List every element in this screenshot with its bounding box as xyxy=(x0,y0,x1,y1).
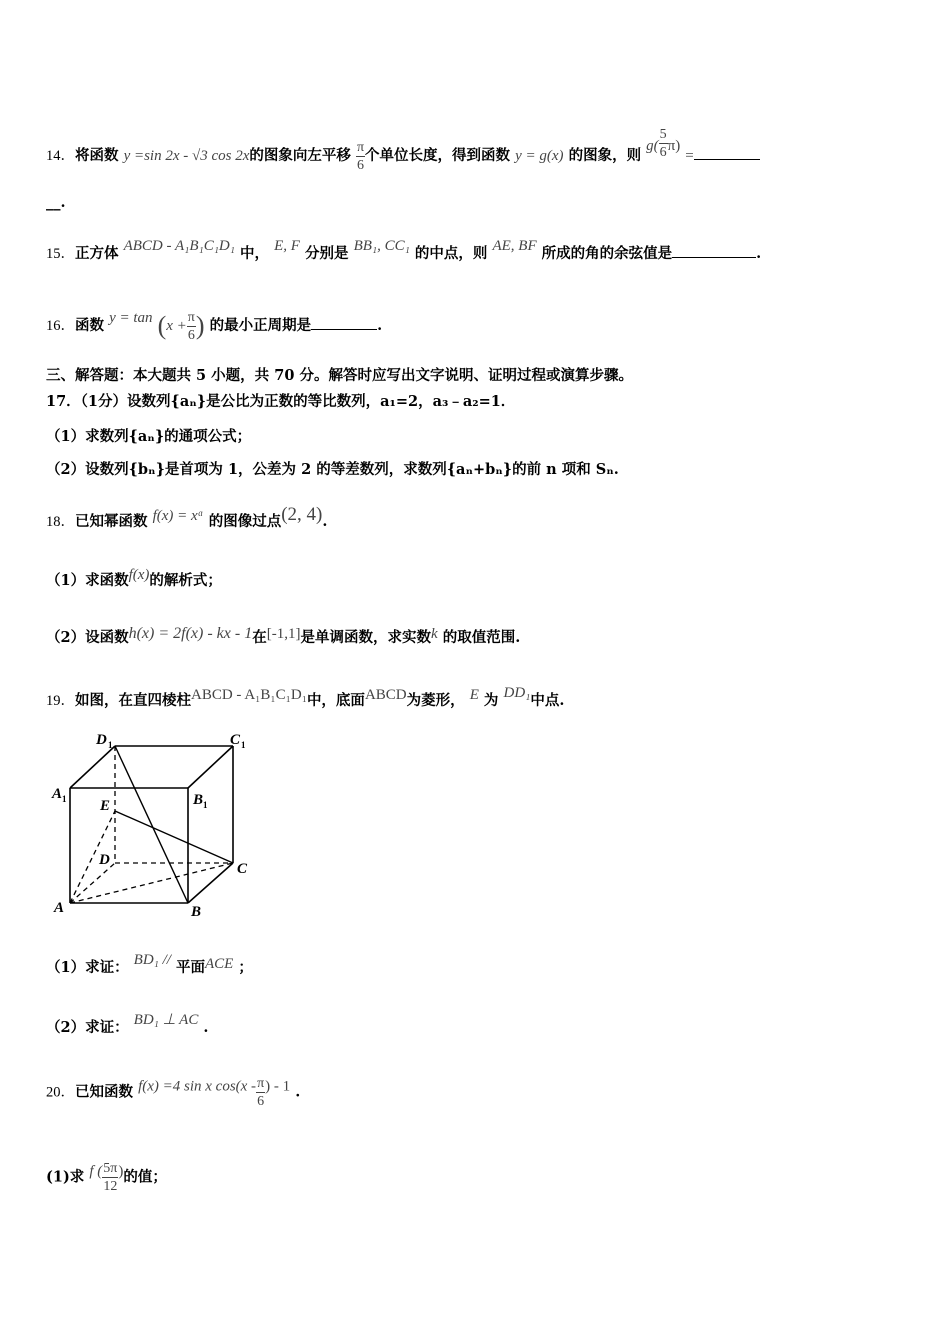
q14-text: 的图象向左平移 xyxy=(249,147,351,164)
label-c: C xyxy=(237,861,248,877)
q20-text: 已知函数 xyxy=(75,1083,133,1101)
q20-part1-fraction xyxy=(102,1160,118,1195)
question-number: 15． xyxy=(46,246,75,262)
q19-text: 为菱形， xyxy=(406,692,465,709)
q20-text: (1)求 xyxy=(46,1168,85,1186)
q19-perpendicular-expr: BD₁ ⊥ AC xyxy=(133,1012,199,1028)
q19-text: 中点. xyxy=(530,692,565,709)
question-20-part1 xyxy=(46,1160,167,1195)
q15-lines-expr: AE, BF xyxy=(492,238,537,254)
q16-text: 函数 xyxy=(75,317,104,334)
q19-base-expr: ABCD xyxy=(364,687,407,703)
label-c1: C xyxy=(230,732,241,748)
q15-edges-expr: BB₁, CC₁ xyxy=(353,238,410,254)
q19-parallel-expr: BD₁ // xyxy=(133,952,171,968)
label-sub: 1 xyxy=(62,794,67,804)
q16-text: 的最小正周期是 xyxy=(209,317,312,334)
question-19-part2 xyxy=(46,1010,208,1038)
label-sub: 1 xyxy=(241,740,246,750)
q16-fraction xyxy=(187,309,196,344)
question-number: 20． xyxy=(46,1084,75,1101)
frac-numerator: π xyxy=(257,1076,265,1091)
q20-fraction xyxy=(256,1075,265,1110)
right-paren: ) xyxy=(195,311,205,340)
q18-text: （2）设函数 xyxy=(46,629,129,646)
q19-text: 平面 xyxy=(176,959,206,976)
q14-text: 的图象，则 xyxy=(568,147,642,164)
q15-text: 所成的角的余弦值是 xyxy=(541,245,673,262)
frac-numerator: 5π xyxy=(103,1161,118,1176)
period: . xyxy=(295,1083,301,1101)
q19-plane-expr: ACE xyxy=(205,956,234,972)
question-18 xyxy=(46,505,327,532)
q15-text: 分别是 xyxy=(305,245,349,262)
q18-text: 的解析式； xyxy=(149,572,222,589)
label-sub: 1 xyxy=(108,740,113,750)
q20-function-suffix: ) - 1 xyxy=(265,1078,291,1095)
label-e: E xyxy=(100,798,111,814)
label-b1: B xyxy=(193,792,204,808)
question-number: 16． xyxy=(46,318,75,334)
q14-continuation: __. xyxy=(46,194,66,211)
frac-denominator: 6 xyxy=(187,327,195,343)
left-paren: ( xyxy=(157,311,167,340)
q14-g-fraction xyxy=(659,126,668,161)
question-18-part2 xyxy=(46,624,520,648)
q14-shift-fraction xyxy=(356,139,365,174)
segment-a-c xyxy=(70,863,233,903)
question-14 xyxy=(46,126,760,174)
q19-text: （1）求证： xyxy=(46,959,129,976)
q18-text: 的图像过点 xyxy=(208,513,282,530)
right-paren: ) xyxy=(118,1163,124,1180)
q19-prism-expr: ABCD - A₁B₁C₁D₁ xyxy=(191,687,307,703)
question-16 xyxy=(46,308,382,344)
q18-k: k xyxy=(430,626,438,642)
q19-edge-expr: DD₁ xyxy=(503,685,531,701)
label-a1: A xyxy=(52,786,63,802)
question-15 xyxy=(46,236,761,264)
question-19 xyxy=(46,683,564,711)
q18-interval: [-1,1] xyxy=(266,626,301,642)
question-18-part1 xyxy=(46,565,222,591)
q18-text: 是单调函数，求实数 xyxy=(300,629,431,646)
q18-text: （1）求函数 xyxy=(46,572,129,589)
q19-text: （2）求证： xyxy=(46,1019,129,1036)
q15-cube-expr: ABCD - A₁B₁C₁D₁ xyxy=(123,238,235,254)
section-3-heading: 三、解答题：本大题共 5 小题，共 70 分。解答时应写出文字说明、证明过程或演算步骤。 xyxy=(46,367,633,384)
question-number: 19． xyxy=(46,693,75,709)
frac-denominator: 12 xyxy=(103,1179,118,1194)
period: . xyxy=(377,317,383,334)
q16-inner-expr: x + xyxy=(166,318,187,334)
q14-function-expr: y =sin 2x - √3 cos 2x xyxy=(123,148,250,164)
q20-f-prefix: f ( xyxy=(89,1163,103,1180)
question-17-part1: （1）求数列{aₙ}的通项公式； xyxy=(46,428,252,445)
answer-blank[interactable] xyxy=(672,243,756,258)
question-number: 14． xyxy=(46,148,75,164)
q16-function-expr: y = tan xyxy=(109,310,153,326)
frac-denominator: 6 xyxy=(257,1094,265,1109)
segment-e-c xyxy=(115,811,233,863)
question-17-part2: （2）设数列{bₙ}是首项为 1，公差为 2 的等差数列，求数列{aₙ+bₙ}的前 n 项和 Sₙ. xyxy=(46,461,619,478)
prism-figure xyxy=(50,728,260,923)
q14-text: 个单位长度，得到函数 xyxy=(365,147,511,164)
q19-text: ； xyxy=(238,959,253,976)
q14-text: 将函数 xyxy=(75,147,119,164)
frac-denominator: 6 xyxy=(659,145,667,160)
q14-g-expr: y = g(x) xyxy=(515,148,564,164)
period: . xyxy=(203,1019,209,1036)
q15-points-expr: E, F xyxy=(274,238,300,254)
q15-text: 中， xyxy=(240,245,270,262)
q20-text: 的值； xyxy=(123,1168,167,1186)
equals-sign: = xyxy=(685,148,694,164)
label-a: A xyxy=(54,900,65,916)
q19-point-e: E xyxy=(469,687,479,703)
q14-g-prefix: g( xyxy=(646,138,659,154)
q18-h-expr: h(x) = 2f(x) - kx - 1 xyxy=(128,625,253,642)
edge-a-d xyxy=(70,863,115,903)
frac-numerator: 5 xyxy=(659,127,667,142)
frac-numerator: π xyxy=(356,139,365,155)
edge-b1-c1 xyxy=(188,746,233,788)
q19-text: 如图，在直四棱柱 xyxy=(75,692,191,709)
label-b: B xyxy=(191,904,202,920)
answer-blank[interactable] xyxy=(694,145,760,160)
question-number: 18． xyxy=(46,514,75,530)
q18-text: 已知幂函数 xyxy=(75,513,148,530)
q18-text: 在 xyxy=(252,629,267,646)
label-sub: 1 xyxy=(203,800,208,810)
q18-f-expr: f(x) xyxy=(128,567,150,583)
q18-function-expr: f(x) = xᵅ xyxy=(152,508,204,524)
segment-d1-b xyxy=(115,746,188,903)
label-d1: D xyxy=(96,732,107,748)
q19-text: 为 xyxy=(483,692,499,709)
frac-numerator: π xyxy=(187,309,195,325)
q14-g-suffix: π) xyxy=(667,138,681,154)
edge-d1-a1 xyxy=(70,746,115,788)
question-17-intro: 17．（1分）设数列{aₙ}是公比为正数的等比数列，a₁=2，a₃﹣a₂=1． xyxy=(46,393,516,410)
q18-text: 的取值范围. xyxy=(442,629,521,646)
period: . xyxy=(322,513,328,530)
question-20 xyxy=(46,1075,300,1110)
question-19-part1 xyxy=(46,950,253,978)
label-d: D xyxy=(99,852,110,868)
frac-denominator: 6 xyxy=(356,157,364,173)
q19-text: 中，底面 xyxy=(306,692,365,709)
q20-function-expr: f(x) =4 sin x cos(x - xyxy=(138,1078,257,1095)
period: . xyxy=(756,245,762,262)
q18-point: (2, 4) xyxy=(281,504,323,525)
q15-text: 的中点，则 xyxy=(414,245,488,262)
q15-text: 正方体 xyxy=(75,245,119,262)
answer-blank[interactable] xyxy=(311,315,377,330)
